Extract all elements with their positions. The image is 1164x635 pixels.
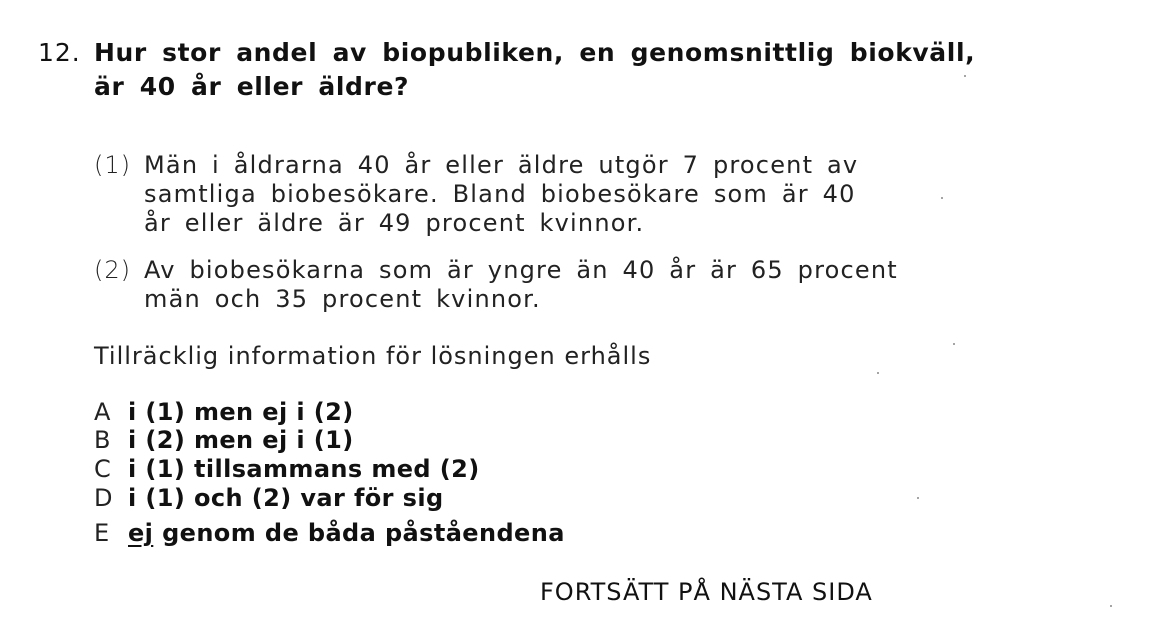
option-a-text: i (1) men ej i (2)	[128, 398, 354, 426]
statement-2-line-2: män och 35 procent kvinnor.	[144, 285, 541, 313]
scan-speck	[877, 372, 879, 374]
statement-1-marker: (1)	[94, 151, 131, 179]
option-e-letter: E	[94, 519, 110, 547]
option-d-text: i (1) och (2) var för sig	[128, 484, 444, 512]
statement-2-line-1: Av biobesökarna som är yngre än 40 år är 65 procent	[144, 256, 898, 284]
scan-speck	[941, 197, 943, 199]
scan-speck	[964, 75, 966, 77]
option-b-letter: B	[94, 426, 111, 454]
continue-next-page-note: FORTSÄTT PÅ NÄSTA SIDA	[540, 578, 873, 606]
option-a-letter: A	[94, 398, 111, 426]
question-text-line-1: Hur stor andel av biopubliken, en genomsnittlig biokväll,	[94, 38, 976, 67]
option-e-text	[128, 519, 565, 547]
question-text-line-2: är 40 år eller äldre?	[94, 72, 410, 101]
option-d-letter: D	[94, 484, 113, 512]
option-e-underlined-word: ej	[128, 519, 154, 547]
statement-1-line-2: samtliga biobesökare. Bland biobesökare som är 40	[144, 180, 856, 208]
scan-speck	[953, 343, 955, 345]
statement-1-line-3: år eller äldre är 49 procent kvinnor.	[144, 209, 645, 237]
question-number: 12.	[38, 38, 81, 67]
option-c-letter: C	[94, 455, 111, 483]
statement-2-marker: (2)	[94, 256, 131, 284]
option-e-rest: genom de båda påståendena	[153, 519, 565, 547]
scan-speck	[917, 497, 919, 499]
option-b-text: i (2) men ej i (1)	[128, 426, 354, 454]
answer-prompt: Tillräcklig information för lösningen erhålls	[94, 342, 652, 370]
statement-1-line-1: Män i åldrarna 40 år eller äldre utgör 7 procent av	[144, 151, 859, 179]
option-c-text: i (1) tillsammans med (2)	[128, 455, 480, 483]
scan-speck	[1110, 605, 1112, 607]
